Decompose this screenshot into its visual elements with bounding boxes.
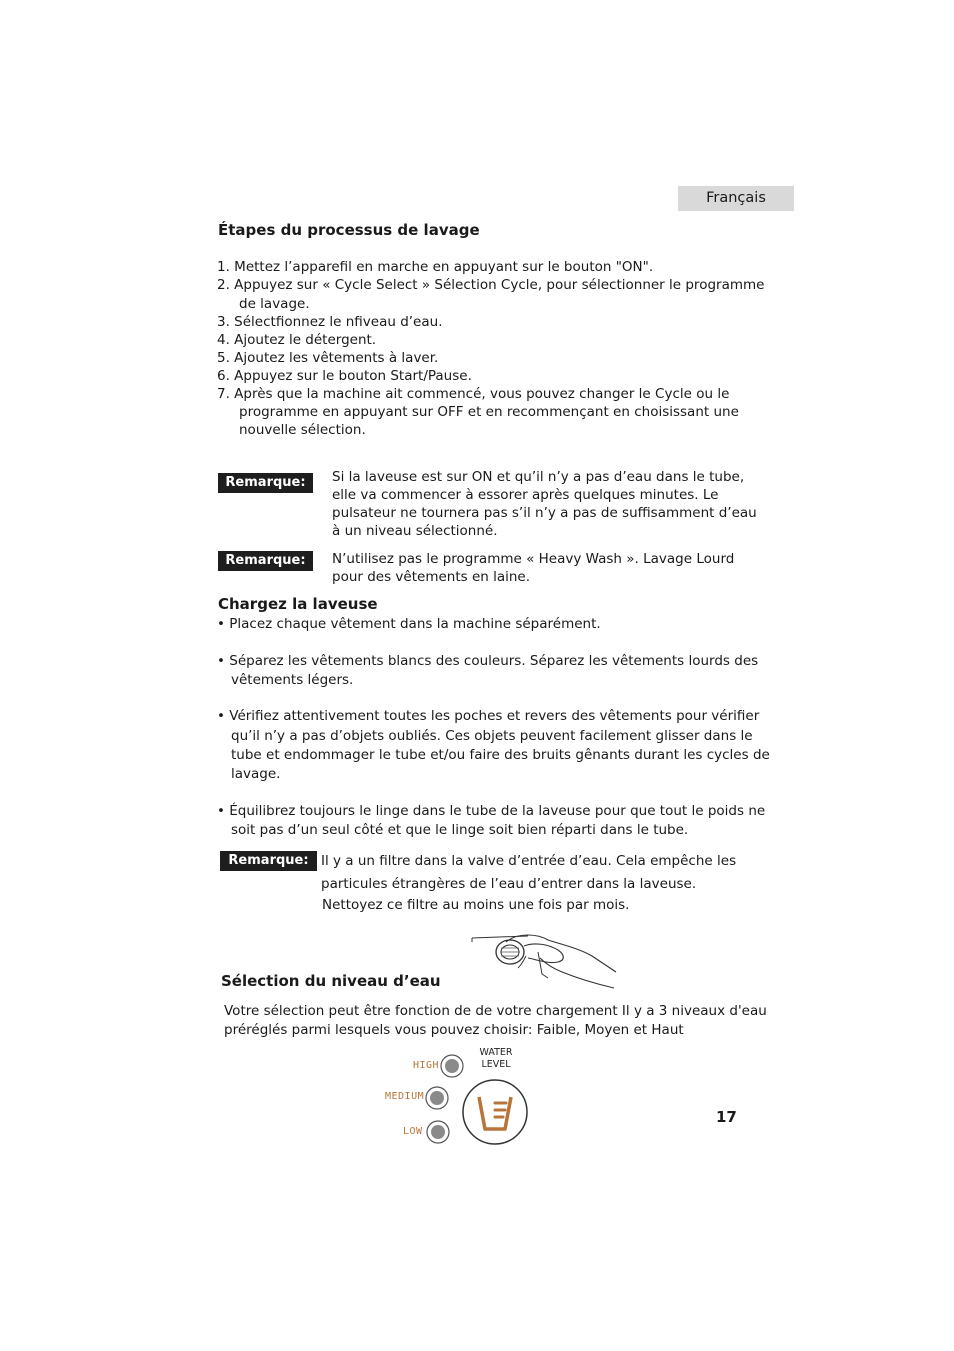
note-text: elle va commencer à essorer après quelques minutes. Le (332, 487, 719, 503)
note-badge: Remarque: (218, 473, 313, 493)
wash-step: 7. Après que la machine ait commencé, vous pouvez changer le Cycle ou le (217, 386, 730, 402)
load-bullet: qu’il n’y a pas d’objets oubliés. Ces objets peuvent facilement glisser dans le (231, 728, 753, 744)
load-bullet: • Séparez les vêtements blancs des couleurs. Séparez les vêtements lourds des (217, 653, 759, 669)
note-text: à un niveau sélectionné. (332, 523, 498, 539)
wash-step: 4. Ajoutez le détergent. (217, 332, 377, 348)
wash-step: 2. Appuyez sur « Cycle Select » Sélection Cycle, pour sélectionner le programme (217, 277, 765, 293)
note-badge: Remarque: (220, 851, 317, 871)
wash-step: programme en appuyant sur OFF et en recommençant en choisissant une (239, 404, 739, 420)
water-level-heading: Sélection du niveau d’eau (221, 972, 441, 990)
note-text: pulsateur ne tournera pas s’il n’y a pas de suffisamment d’eau (332, 505, 757, 521)
level-high-label: HIGH (413, 1060, 440, 1071)
water-level-panel-title (476, 1047, 516, 1071)
note-text: Il y a un filtre dans la valve d’entrée d’eau. Cela empêche les (321, 853, 737, 869)
load-bullet: • Vérifiez attentivement toutes les poches et revers des vêtements pour vérifier (217, 708, 760, 724)
note-text: Si la laveuse est sur ON et qu’il n’y a pas d’eau dans le tube, (332, 469, 745, 485)
level-low-indicator[interactable] (426, 1120, 450, 1144)
panel-title-line: LEVEL (481, 1059, 511, 1070)
note-text: pour des vêtements en laine. (332, 569, 531, 585)
wash-step: 5. Ajoutez les vêtements à laver. (217, 350, 439, 366)
load-bullet: tube et endommager le tube et/ou faire des bruits gênants durant les cycles de (231, 747, 770, 763)
load-heading: Chargez la laveuse (218, 595, 378, 613)
note-badge: Remarque: (218, 551, 313, 571)
load-bullet: • Placez chaque vêtement dans la machine séparément. (217, 616, 601, 632)
note-text: Nettoyez ce filtre au moins une fois par mois. (322, 897, 630, 913)
load-bullet: • Équilibrez toujours le linge dans le tube de la laveuse pour que tout le poids ne (217, 803, 766, 819)
level-high-indicator[interactable] (440, 1054, 464, 1078)
wash-step: 1. Mettez l’apparefil en marche en appuyant sur le bouton "ON". (217, 259, 654, 275)
wash-step: 6. Appuyez sur le bouton Start/Pause. (217, 368, 472, 384)
load-bullet: lavage. (231, 766, 281, 782)
wash-step: 3. Sélectfionnez le nfiveau d’eau. (217, 314, 443, 330)
language-tab: Français (678, 186, 794, 211)
wash-step: nouvelle sélection. (239, 422, 366, 438)
wash-step: de lavage. (239, 296, 310, 312)
note-text: particules étrangères de l’eau d’entrer dans la laveuse. (321, 876, 697, 892)
water-level-text: préréglés parmi lesquels vous pouvez choisir: Faible, Moyen et Haut (224, 1022, 684, 1038)
page-number: 17 (716, 1108, 737, 1126)
level-medium-indicator[interactable] (425, 1086, 449, 1110)
water-level-text: Votre sélection peut être fonction de de votre chargement Il y a 3 niveaux d'eau (224, 1003, 767, 1019)
level-medium-label: MEDIUM (385, 1091, 425, 1102)
filter-cleaning-illustration (468, 928, 620, 990)
water-level-button[interactable] (461, 1077, 529, 1147)
load-bullet: vêtements légers. (231, 672, 354, 688)
load-bullet: soit pas d’un seul côté et que le linge soit bien réparti dans le tube. (231, 822, 689, 838)
panel-title-line: WATER (479, 1047, 513, 1058)
level-low-label: LOW (403, 1126, 423, 1137)
wash-steps-heading: Étapes du processus de lavage (218, 221, 480, 239)
note-text: N’utilisez pas le programme « Heavy Wash ». Lavage Lourd (332, 551, 735, 567)
